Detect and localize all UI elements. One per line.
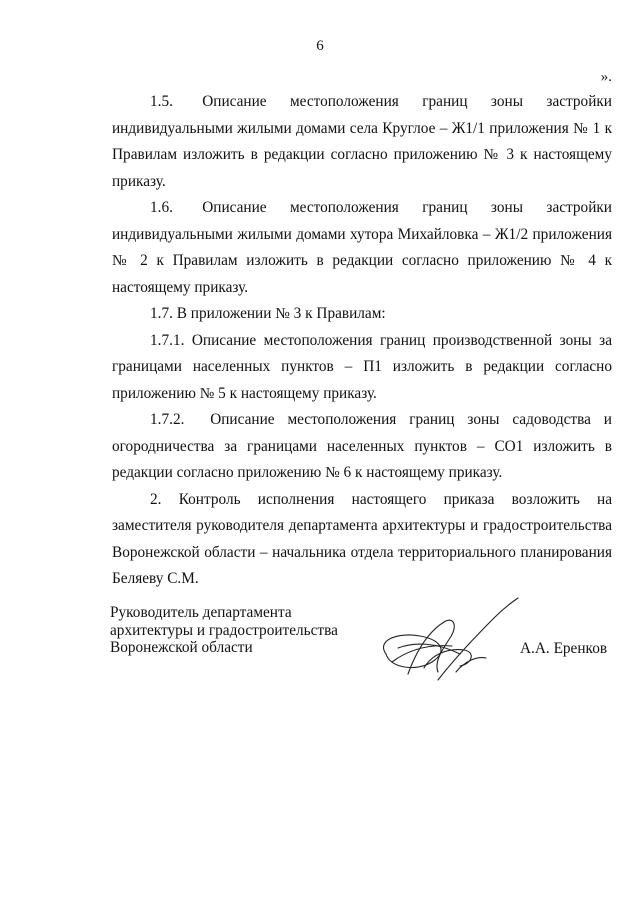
paragraph-1-5: 1.5. Описание местоположения границ зоны застройки индивидуальными жилыми домами села Круглое – Ж1/1 приложения № 1 к Правилам изложить в редакции согласно приложению № 3 к настоящему приказу. [112,93,612,190]
signatory-name: А.А. Еренков [520,640,608,657]
closing-quote: ». [600,69,612,85]
handwritten-signature [368,592,528,702]
paragraph-1-7-1: 1.7.1. Описание местоположения границ производственной зоны за границами населенных пунктов – П1 изложить в редакции согласно приложению № 5 к настоящему приказу. [112,331,612,402]
paragraph-1-7-2: 1.7.2. Описание местоположения границ зоны садоводства и огородничества за границами населенных пунктов – СО1 изложить в редакции согласно приложению № 6 к настоящему приказу. [112,411,612,481]
signatory-title-line: Воронежской области [110,639,253,656]
signatory-title [110,604,338,657]
paragraph-2: 2. Контроль исполнения настоящего приказа возложить на заместителя руководителя департамента архитектуры и градостроительства Воронежской области – начальника отдела территориального планирования Беляеву С.М. [112,490,612,587]
paragraph-1-7: 1.7. В приложении № 3 к Правилам: [150,305,386,322]
signatory-title-line: архитектуры и градостроительства [110,621,338,639]
signatory-title-line: Руководитель департамента [110,604,292,621]
paragraph-1-6: 1.6. Описание местоположения границ зоны застройки индивидуальными жилыми домами хутора Михайловка – Ж1/2 приложения № 2 к Правилам изложить в редакции согласно приложению № 4 к настоящему приказу. [112,199,612,296]
document-body [112,89,612,593]
page-number: 6 [316,38,324,54]
